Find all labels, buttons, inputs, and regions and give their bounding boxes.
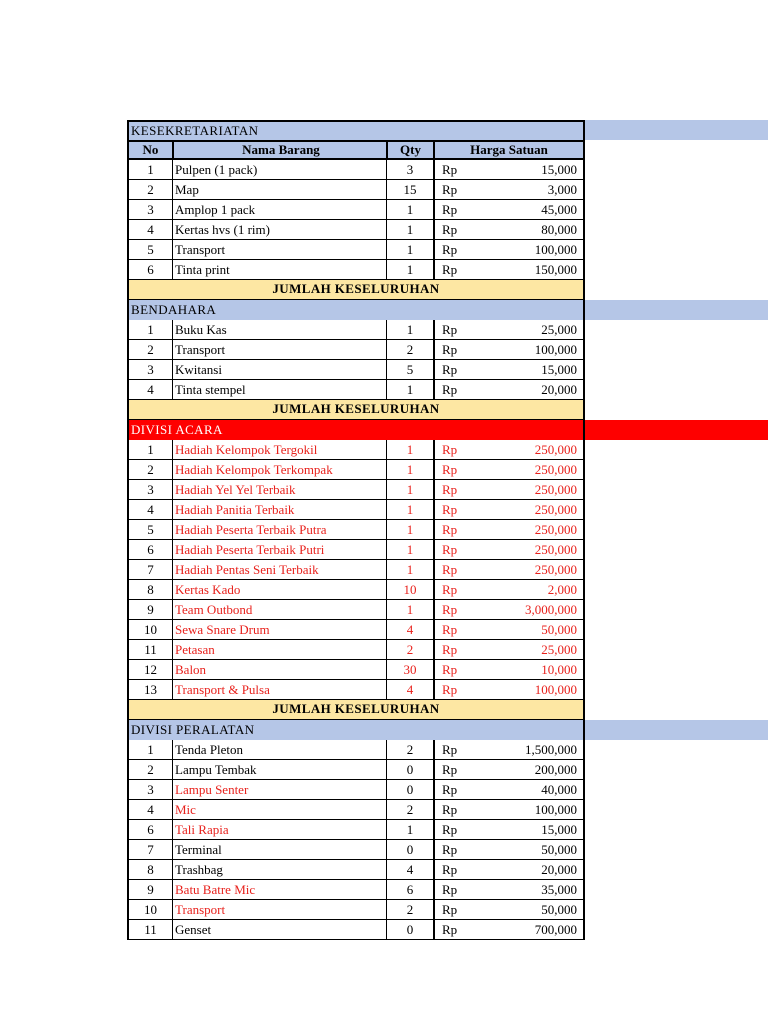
total-row [127, 280, 768, 300]
cell-no[interactable]: 6 [127, 820, 172, 840]
cell-no[interactable]: 13 [127, 680, 172, 700]
cell-nama-barang[interactable]: Transport & Pulsa [172, 680, 386, 700]
table-row [127, 240, 768, 260]
cell-nama-barang[interactable]: Kwitansi [172, 360, 386, 380]
cell-harga-satuan[interactable]: 200,000 [466, 760, 585, 780]
cell-no[interactable]: 4 [127, 800, 172, 820]
cell-harga-satuan[interactable]: 50,000 [466, 840, 585, 860]
cell-qty[interactable]: 2 [386, 340, 433, 360]
cell-no[interactable]: 3 [127, 360, 172, 380]
cell-qty[interactable]: 2 [386, 800, 433, 820]
cell-harga-satuan[interactable]: 250,000 [466, 560, 585, 580]
table-row [127, 180, 768, 200]
total-label[interactable]: JUMLAH KESELURUHAN [127, 700, 585, 720]
cell-nama-barang[interactable]: Tinta print [172, 260, 386, 280]
cell-nama-barang[interactable]: Tinta stempel [172, 380, 386, 400]
table-row [127, 580, 768, 600]
cell-harga-satuan[interactable]: 25,000 [466, 320, 585, 340]
cell-nama-barang[interactable]: Batu Batre Mic [172, 880, 386, 900]
table-row [127, 880, 768, 900]
cell-no[interactable]: 3 [127, 200, 172, 220]
cell-no[interactable]: 10 [127, 620, 172, 640]
cell-currency[interactable]: Rp [433, 840, 466, 860]
cell-qty[interactable]: 1 [386, 200, 433, 220]
cell-qty[interactable]: 1 [386, 520, 433, 540]
cell-harga-satuan[interactable]: 35,000 [466, 880, 585, 900]
total-label[interactable]: JUMLAH KESELURUHAN [127, 280, 585, 300]
cell-currency[interactable]: Rp [433, 160, 466, 180]
column-header-nama-barang[interactable]: Nama Barang [172, 140, 386, 160]
table-row [127, 380, 768, 400]
cell-nama-barang[interactable]: Amplop 1 pack [172, 200, 386, 220]
cell-currency[interactable]: Rp [433, 600, 466, 620]
cell-no[interactable]: 3 [127, 480, 172, 500]
cell-nama-barang[interactable]: Tali Rapia [172, 820, 386, 840]
cell-harga-satuan[interactable]: 150,000 [466, 260, 585, 280]
cell-qty[interactable]: 4 [386, 860, 433, 880]
cell-harga-satuan[interactable]: 250,000 [466, 540, 585, 560]
cell-no[interactable]: 5 [127, 520, 172, 540]
section-header-fill [585, 300, 768, 320]
cell-harga-satuan[interactable]: 700,000 [466, 920, 585, 940]
cell-harga-satuan[interactable]: 25,000 [466, 640, 585, 660]
cell-nama-barang[interactable]: Map [172, 180, 386, 200]
cell-nama-barang[interactable]: Transport [172, 340, 386, 360]
cell-nama-barang[interactable]: Buku Kas [172, 320, 386, 340]
cell-qty[interactable]: 10 [386, 580, 433, 600]
table-row [127, 200, 768, 220]
column-header-qty[interactable]: Qty [386, 140, 433, 160]
cell-qty[interactable]: 6 [386, 880, 433, 900]
section-title[interactable]: DIVISI PERALATAN [127, 720, 585, 740]
cell-no[interactable]: 3 [127, 780, 172, 800]
cell-qty[interactable]: 30 [386, 660, 433, 680]
section-header [127, 120, 768, 140]
table-row [127, 760, 768, 780]
cell-harga-satuan[interactable]: 80,000 [466, 220, 585, 240]
cell-nama-barang[interactable]: Sewa Snare Drum [172, 620, 386, 640]
cell-nama-barang[interactable]: Trashbag [172, 860, 386, 880]
cell-qty[interactable]: 5 [386, 360, 433, 380]
cell-currency[interactable]: Rp [433, 220, 466, 240]
cell-harga-satuan[interactable]: 250,000 [466, 480, 585, 500]
cell-nama-barang[interactable]: Pulpen (1 pack) [172, 160, 386, 180]
cell-no[interactable]: 8 [127, 860, 172, 880]
cell-currency[interactable]: Rp [433, 440, 466, 460]
section-header [127, 720, 768, 740]
cell-nama-barang[interactable]: Hadiah Peserta Terbaik Putra [172, 520, 386, 540]
cell-nama-barang[interactable]: Genset [172, 920, 386, 940]
column-header-no[interactable]: No [127, 140, 172, 160]
cell-currency[interactable]: Rp [433, 800, 466, 820]
cell-qty[interactable]: 1 [386, 540, 433, 560]
cell-qty[interactable]: 4 [386, 680, 433, 700]
cell-currency[interactable]: Rp [433, 640, 466, 660]
table-row [127, 860, 768, 880]
cell-harga-satuan[interactable]: 100,000 [466, 680, 585, 700]
section-header [127, 300, 768, 320]
total-label[interactable]: JUMLAH KESELURUHAN [127, 400, 585, 420]
cell-harga-satuan[interactable]: 20,000 [466, 380, 585, 400]
cell-harga-satuan[interactable]: 100,000 [466, 800, 585, 820]
table-row [127, 440, 768, 460]
cell-no[interactable]: 11 [127, 920, 172, 940]
cell-harga-satuan[interactable]: 15,000 [466, 360, 585, 380]
cell-nama-barang[interactable]: Transport [172, 240, 386, 260]
table-row [127, 840, 768, 860]
cell-currency[interactable]: Rp [433, 780, 466, 800]
table-row [127, 560, 768, 580]
cell-no[interactable]: 4 [127, 220, 172, 240]
cell-no[interactable]: 9 [127, 880, 172, 900]
cell-currency[interactable]: Rp [433, 480, 466, 500]
cell-no[interactable]: 1 [127, 320, 172, 340]
cell-no[interactable]: 8 [127, 580, 172, 600]
cell-currency[interactable]: Rp [433, 920, 466, 940]
cell-currency[interactable]: Rp [433, 380, 466, 400]
section-title[interactable]: DIVISI ACARA [127, 420, 585, 440]
cell-qty[interactable]: 1 [386, 460, 433, 480]
cell-no[interactable]: 6 [127, 260, 172, 280]
table-row [127, 680, 768, 700]
cell-currency[interactable]: Rp [433, 620, 466, 640]
cell-no[interactable]: 2 [127, 340, 172, 360]
cell-nama-barang[interactable]: Team Outbond [172, 600, 386, 620]
section-title[interactable]: KESEKRETARIATAN [127, 120, 585, 140]
cell-nama-barang[interactable]: Hadiah Yel Yel Terbaik [172, 480, 386, 500]
table-row [127, 800, 768, 820]
cell-currency[interactable]: Rp [433, 880, 466, 900]
table-row [127, 540, 768, 560]
cell-harga-satuan[interactable]: 15,000 [466, 820, 585, 840]
section-title[interactable]: BENDAHARA [127, 300, 585, 320]
table-row [127, 820, 768, 840]
cell-currency[interactable]: Rp [433, 860, 466, 880]
cell-no[interactable]: 10 [127, 900, 172, 920]
cell-harga-satuan[interactable]: 3,000 [466, 180, 585, 200]
cell-nama-barang[interactable]: Hadiah Kelompok Tergokil [172, 440, 386, 460]
section-header-fill [585, 720, 768, 740]
table-row [127, 620, 768, 640]
cell-harga-satuan[interactable]: 250,000 [466, 520, 585, 540]
cell-currency[interactable]: Rp [433, 660, 466, 680]
cell-qty[interactable]: 0 [386, 780, 433, 800]
cell-currency[interactable]: Rp [433, 360, 466, 380]
cell-no[interactable]: 6 [127, 540, 172, 560]
table-row [127, 640, 768, 660]
cell-currency[interactable]: Rp [433, 560, 466, 580]
cell-qty[interactable]: 0 [386, 840, 433, 860]
cell-nama-barang[interactable]: Balon [172, 660, 386, 680]
cell-harga-satuan[interactable]: 15,000 [466, 160, 585, 180]
table-row [127, 780, 768, 800]
total-row [127, 700, 768, 720]
cell-no[interactable]: 1 [127, 740, 172, 760]
cell-harga-satuan[interactable]: 10,000 [466, 660, 585, 680]
cell-currency[interactable]: Rp [433, 900, 466, 920]
cell-harga-satuan[interactable]: 3,000,000 [466, 600, 585, 620]
cell-no[interactable]: 2 [127, 180, 172, 200]
cell-currency[interactable]: Rp [433, 320, 466, 340]
table-row [127, 920, 768, 940]
cell-qty[interactable]: 15 [386, 180, 433, 200]
table-row [127, 220, 768, 240]
cell-currency[interactable]: Rp [433, 820, 466, 840]
cell-nama-barang[interactable]: Petasan [172, 640, 386, 660]
cell-harga-satuan[interactable]: 250,000 [466, 500, 585, 520]
section-header [127, 420, 768, 440]
cell-qty[interactable]: 1 [386, 240, 433, 260]
cell-qty[interactable]: 1 [386, 380, 433, 400]
table-row [127, 480, 768, 500]
cell-no[interactable]: 1 [127, 440, 172, 460]
table-row [127, 260, 768, 280]
cell-qty[interactable]: 1 [386, 820, 433, 840]
cell-no[interactable]: 4 [127, 500, 172, 520]
cell-currency[interactable]: Rp [433, 500, 466, 520]
cell-qty[interactable]: 2 [386, 640, 433, 660]
section-header-fill [585, 120, 768, 140]
table-row [127, 320, 768, 340]
cell-harga-satuan[interactable]: 50,000 [466, 620, 585, 640]
cell-no[interactable]: 11 [127, 640, 172, 660]
cell-currency[interactable]: Rp [433, 200, 466, 220]
cell-nama-barang[interactable]: Terminal [172, 840, 386, 860]
table-row [127, 340, 768, 360]
cell-nama-barang[interactable]: Kertas hvs (1 rim) [172, 220, 386, 240]
table-column-header [127, 140, 768, 160]
cell-harga-satuan[interactable]: 1,500,000 [466, 740, 585, 760]
cell-currency[interactable]: Rp [433, 580, 466, 600]
section-header-fill [585, 420, 768, 440]
cell-harga-satuan[interactable]: 100,000 [466, 240, 585, 260]
cell-no[interactable]: 12 [127, 660, 172, 680]
budget-sheet [127, 120, 768, 940]
cell-harga-satuan[interactable]: 45,000 [466, 200, 585, 220]
cell-nama-barang[interactable]: Lampu Senter [172, 780, 386, 800]
cell-qty[interactable]: 2 [386, 900, 433, 920]
cell-currency[interactable]: Rp [433, 240, 466, 260]
cell-qty[interactable]: 2 [386, 740, 433, 760]
cell-currency[interactable]: Rp [433, 760, 466, 780]
cell-qty[interactable]: 4 [386, 620, 433, 640]
cell-harga-satuan[interactable]: 250,000 [466, 440, 585, 460]
cell-nama-barang[interactable]: Lampu Tembak [172, 760, 386, 780]
cell-qty[interactable]: 1 [386, 260, 433, 280]
cell-harga-satuan[interactable]: 250,000 [466, 460, 585, 480]
cell-currency[interactable]: Rp [433, 540, 466, 560]
cell-no[interactable]: 5 [127, 240, 172, 260]
table-row [127, 360, 768, 380]
cell-nama-barang[interactable]: Hadiah Pentas Seni Terbaik [172, 560, 386, 580]
cell-nama-barang[interactable]: Tenda Pleton [172, 740, 386, 760]
cell-currency[interactable]: Rp [433, 520, 466, 540]
cell-qty[interactable]: 3 [386, 160, 433, 180]
cell-currency[interactable]: Rp [433, 740, 466, 760]
table-row [127, 460, 768, 480]
cell-no[interactable]: 1 [127, 160, 172, 180]
table-row [127, 600, 768, 620]
table-row [127, 740, 768, 760]
cell-harga-satuan[interactable]: 50,000 [466, 900, 585, 920]
cell-qty[interactable]: 1 [386, 440, 433, 460]
cell-currency[interactable]: Rp [433, 260, 466, 280]
cell-no[interactable]: 7 [127, 840, 172, 860]
cell-qty[interactable]: 0 [386, 920, 433, 940]
table-row [127, 900, 768, 920]
cell-nama-barang[interactable]: Hadiah Peserta Terbaik Putri [172, 540, 386, 560]
cell-qty[interactable]: 1 [386, 600, 433, 620]
cell-harga-satuan[interactable]: 2,000 [466, 580, 585, 600]
table-row [127, 660, 768, 680]
cell-qty[interactable]: 1 [386, 220, 433, 240]
cell-no[interactable]: 7 [127, 560, 172, 580]
table-row [127, 160, 768, 180]
cell-nama-barang[interactable]: Transport [172, 900, 386, 920]
cell-nama-barang[interactable]: Hadiah Kelompok Terkompak [172, 460, 386, 480]
cell-currency[interactable]: Rp [433, 460, 466, 480]
table-row [127, 520, 768, 540]
cell-harga-satuan[interactable]: 20,000 [466, 860, 585, 880]
table-row [127, 500, 768, 520]
cell-no[interactable]: 9 [127, 600, 172, 620]
cell-no[interactable]: 2 [127, 460, 172, 480]
cell-nama-barang[interactable]: Hadiah Panitia Terbaik [172, 500, 386, 520]
cell-nama-barang[interactable]: Mic [172, 800, 386, 820]
cell-harga-satuan[interactable]: 100,000 [466, 340, 585, 360]
cell-qty[interactable]: 1 [386, 500, 433, 520]
cell-nama-barang[interactable]: Kertas Kado [172, 580, 386, 600]
cell-currency[interactable]: Rp [433, 680, 466, 700]
column-header-harga-satuan[interactable]: Harga Satuan [433, 140, 585, 160]
cell-no[interactable]: 2 [127, 760, 172, 780]
cell-no[interactable]: 4 [127, 380, 172, 400]
cell-currency[interactable]: Rp [433, 180, 466, 200]
cell-qty[interactable]: 1 [386, 560, 433, 580]
cell-qty[interactable]: 1 [386, 320, 433, 340]
cell-currency[interactable]: Rp [433, 340, 466, 360]
cell-harga-satuan[interactable]: 40,000 [466, 780, 585, 800]
cell-qty[interactable]: 1 [386, 480, 433, 500]
total-row [127, 400, 768, 420]
cell-qty[interactable]: 0 [386, 760, 433, 780]
